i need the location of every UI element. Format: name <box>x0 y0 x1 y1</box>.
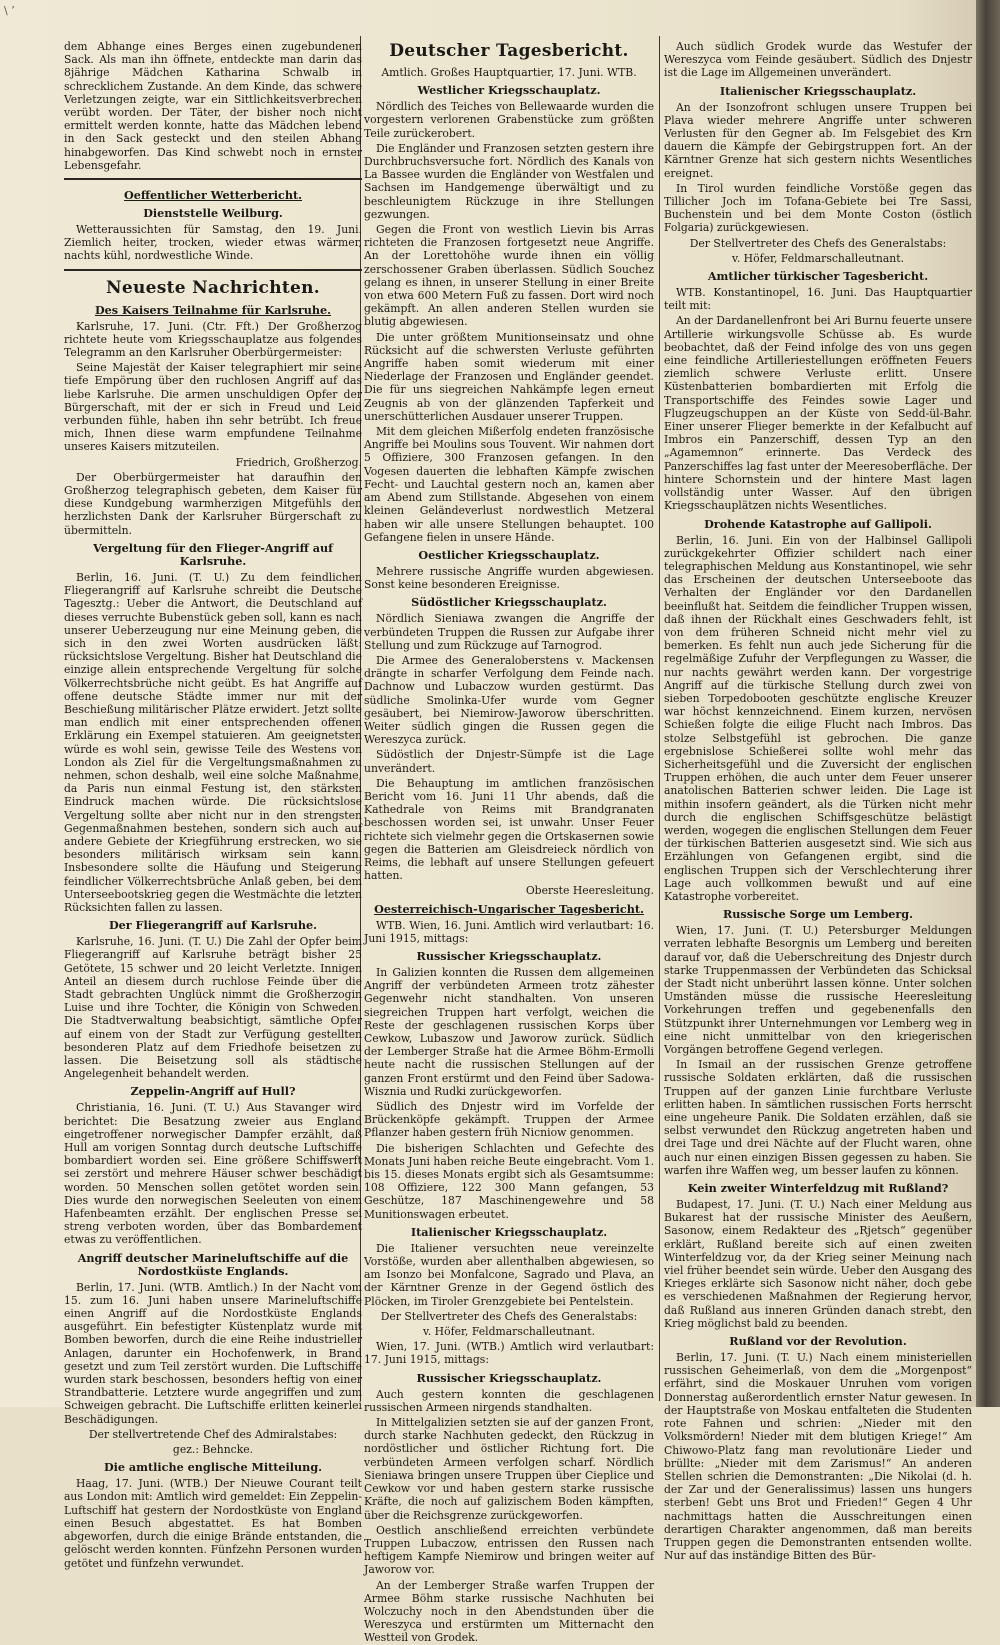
signature: Friedrich, Großherzog. <box>235 455 362 469</box>
weather-text: Wetteraussichten für Samstag, den 19. Juni. Ziemlich heiter, trocken, wieder etwas wärmer, nachts kühl, nordwestliche Winde. <box>64 223 362 263</box>
paragraph: Nördlich Sieniawa zwangen die Angriffe der verbündeten Truppen die Russen zur Aufgabe ihrer Stellung und zum Rückzuge auf Tarnogrod. <box>364 612 654 652</box>
signature: Der Stellvertreter des Chefs des Generalstabs: <box>380 1309 638 1323</box>
paragraph: In Galizien konnten die Russen dem allgemeinen Angriff der verbündeten Armeen trotz zähester Gegenwehr nicht standhalten. Von unseren siegreichen Truppen hart verfolgt, weichen die Reste der geschlagenen russischen Korps über Cewkow, Lubaszow und Jaworow zurück. Südlich der Lemberger Straße hat die Armee Böhm-Ermolli heute nacht die russischen Stellungen auf der ganzen Front erstürmt und den Feind über Sadowa-Wisznia und Rudki zurückgeworfen. <box>364 965 654 1098</box>
adjacent-page-edge <box>976 0 1000 1407</box>
column-2 <box>364 40 654 1645</box>
headline: Drohende Katastrophe auf Gallipoli. <box>704 516 932 531</box>
column-3 <box>664 40 972 1563</box>
paragraph: Mit dem gleichen Mißerfolg endeten französische Angriffe bei Moulins sous Touvent. Wir nahmen dort 5 Offiziere, 300 Franzosen gefangen. In den Vogesen dauerten die lebhaften Kämpfe zwischen Fecht- und Lauchtal gestern noch an, kamen aber am Abend zum Stillstande. Abgesehen von einem kleinen Geländeverlust nordwestlich Metzeral haben wir alle unsere Stellungen behauptet. 100 Gefangene fielen in unsere Hände. <box>364 425 654 544</box>
margin-mark: \ ’ <box>4 4 15 17</box>
weather-box <box>64 178 362 271</box>
headline: Die amtliche englische Mitteilung. <box>103 1460 323 1475</box>
paragraph: Die Italiener versuchten neue vereinzelte Vorstöße, wurden aber allenthalben abgewiesen, so am Isonzo bei Monfalcone, Sagrado und Plava, an der Kärntner Grenze in der Gegend östlich des Plöcken, im Tiroler Grenzgebiete bei Pentelstein. <box>364 1241 654 1308</box>
headline: Italienischer Kriegsschauplatz. <box>719 83 917 98</box>
paragraph: An der Dardanellenfront bei Ari Burnu feuerte unsere Artillerie wirkungsvolle Schüsse ab. Es wurde beobachtet, daß der Feind infolge des von uns gegen eine feindliche Artilleriestellungen eröffneten Feuers ziemlich schwere Verluste erlitt. Unsere Küstenbatterien bombardierten mit Erfolg die Transportschiffe des Feindes sowie Lager und Flugzeugschuppen an der Küste von Sedd-ül-Bahr. Einer unserer Flieger bemerkte in der Kefalbucht auf Imbros ein Panzerschiff, dessen Typ an den „Agamemnon“ erinnerte. Das Verdeck des Panzerschiffes lag fast unter der Meeresoberfläche. Der hintere Schornstein und der hintere Mast lagen vollständig unter Wasser. Auf den übrigen Kriegsschauplätzen nichts Wesentliches. <box>664 314 972 513</box>
signature: Der stellvertretende Chef des Admiralstabes: <box>88 1427 338 1441</box>
paragraph: In Tirol wurden feindliche Vorstöße gegen das Tillicher Joch im Tofana-Gebiete bei Tre Sassi, Buchenstein und bei dem Monte Coston (östlich Folgaria) zurückgewiesen. <box>664 181 972 235</box>
paragraph: An der Isonzofront schlugen unsere Truppen bei Plava wieder mehrere Angriffe unter schweren Verlusten für den Gegner ab. Im Felsgebiet des Krn dauern die Kämpfe der Gebirgstruppen fort. An der Kärntner Grenze hat sich gestern nichts Wesentliches ereignet. <box>664 100 972 180</box>
signature: Oberste Heeresleitung. <box>525 884 654 898</box>
paragraph: Wien, 17. Juni. (WTB.) Amtlich wird verlautbart: 17. Juni 1915, mittags: <box>364 1340 654 1367</box>
headline: Südöstlicher Kriegsschauplatz. <box>411 595 607 610</box>
german-report-title: Deutscher Tagesbericht. <box>389 41 629 61</box>
paragraph: Auch südlich Grodek wurde das Westufer der Wereszyca vom Feinde gesäubert. Südlich des Dnjestr ist die Lage im Allgemeinen unverändert. <box>664 40 972 80</box>
headline: Russische Sorge um Lemberg. <box>722 907 914 922</box>
paragraph: Christiania, 16. Juni. (T. U.) Aus Stavanger wird berichtet: Die Besatzung zweier aus England eingetroffener norwegischer Dampfer erzählt, daß Hull am vorigen Sonntag durch deutsche Luftschiffe bombardiert worden sei. Eine größere Schiffswerft sei zerstört und mehrere Häuser schwer beschädigt worden. 50 Menschen sollen getötet worden sein. Dies wurde den norwegischen Seeleuten von einem Hafenbeamten erzählt. Der englischen Presse sei streng verboten worden, über das Bombardement etwas zu veröffentlichen. <box>64 1101 362 1247</box>
paragraph: Wien, 17. Juni. (T. U.) Petersburger Meldungen verraten lebhafte Besorgnis um Lemberg und bereiten darauf vor, daß die Ueberschreitung des Dnjestr durch starke Truppenmassen der Verbündeten das Schicksal der Stadt nicht unberührt lassen könne. Unter solchen Umständen müsse die russische Heeresleitung Vorkehrungen treffen und gegebenenfalls den Stützpunkt ihrer Unternehmungen vor Lemberg weg in eine nicht unmittelbar von den kriegerischen Vorgängen betroffene Gegend verlegen. <box>664 924 972 1057</box>
headline: Russischer Kriegsschauplatz. <box>416 1370 602 1385</box>
paragraph: Die Armee des Generaloberstens v. Mackensen drängte in scharfer Verfolgung dem Feinde nach. Dachnow und Lubaczow wurden gestürmt. Das südliche Smolinka-Ufer wurde vom Gegner gesäubert, bei Niemirow-Jaworow überschritten. Weiter südlich gingen die Russen gegen die Wereszyca zurück. <box>364 653 654 747</box>
paragraph: Mehrere russische Angriffe wurden abgewiesen. Sonst keine besonderen Ereignisse. <box>364 564 654 592</box>
paragraph: Haag, 17. Juni. (WTB.) Der Nieuwe Courant teilt aus London mit: Amtlich wird gemeldet: Ein Zeppelin-Luftschiff hat gestern der Nordostküste von England einen Besuch abgestattet. Es hat Bomben abgeworfen, durch die einige Brände entstanden, die gelöscht werden konnten. Fünfzehn Personen wurden getötet und fünfzehn verwundet. <box>64 1477 362 1570</box>
paragraph: An der Lemberger Straße warfen Truppen der Armee Böhm starke russische Nachhuten bei Wolczuchy noch in den Abendstunden über die Wereszyca und erstürmten um Mitternacht den Westteil von Grodek. <box>364 1578 654 1645</box>
paragraph: Budapest, 17. Juni. (T. U.) Nach einer Meldung aus Bukarest hat der russische Minister des Aeußern, Sasonow, einem Redakteur des „Rjetsch“ gegenüber erklärt, Rußland bereite sich auf einen zweiten Winterfeldzug vor, da der Krieg seiner Meinung nach viel früher beendet sein würde. Ueber den Ausgang des Krieges erklärte sich Sasonow nicht näher, doch gebe es verschiedenen Maßnahmen der Regierung hervor, daß Rußland aus inneren Gründen danach strebt, den Krieg möglichst bald zu beenden. <box>664 1198 972 1330</box>
headline: Rußland vor der Revolution. <box>729 1334 907 1349</box>
austro-hungarian-report-title: Oesterreichisch-Ungarischer Tagesbericht. <box>374 901 644 916</box>
paragraph: Die Engländer und Franzosen setzten gestern ihre Durchbruchsversuche fort. Nördlich des Kanals von La Bassee wurden die Engländer von Westfalen und Sachsen im Handgemenge überwältigt und zu beschleunigtem Rückzuge in ihre Stellungen gezwungen. <box>364 141 654 221</box>
paragraph: Gegen die Front von westlich Lievin bis Arras richteten die Franzosen fortgesetzt neue Angriffe. An der Lorettohöhe wurde ihnen ein völlig zerschossener Graben überlassen. Südlich Souchez gelang es ihnen, in unserer Stellung in einer Breite von etwa 600 Metern Fuß zu fassen. Dort wird noch gekämpft. An allen anderen Stellen wurden sie blutig abgewiesen. <box>364 223 654 329</box>
signature: gez.: Behncke. <box>172 1443 254 1457</box>
headline: Des Kaisers Teilnahme für Karlsruhe. <box>94 302 332 317</box>
headline: Russischer Kriegsschauplatz. <box>416 948 602 963</box>
headline: Angriff deutscher Marineluftschiffe auf die Nordostküste Englands. <box>77 1250 349 1278</box>
dateline: Amtlich. Großes Hauptquartier, 17. Juni. WTB. <box>381 66 637 79</box>
paragraph: Seine Majestät der Kaiser telegraphiert mir seine tiefe Empörung über den ruchlosen Angriff auf das liebe Karlsruhe. Die armen unschuldigen Opfer der Bürgerschaft, mit der er sich in Freud und Leid verbunden fühle, haben ihn sehr betrübt. Ich freue mich, Ihnen diese warm empfundene Teilnahme unseres Kaisers mitzuteilen. <box>64 361 362 454</box>
column-rule-2 <box>659 36 660 1401</box>
weather-title: Oeffentlicher Wetterbericht. <box>123 188 303 203</box>
headline: Westlicher Kriegsschauplatz. <box>417 83 601 98</box>
headline: Italienischer Kriegsschauplatz. <box>410 1224 608 1239</box>
paragraph: Südlich des Dnjestr wird im Vorfelde der Brückenköpfe gekämpft. Truppen der Armee Pflanzer haben gestern früh Nicniow genommen. <box>364 1100 654 1140</box>
news-section-title: Neueste Nachrichten. <box>105 277 321 298</box>
headline: Oestlicher Kriegsschauplatz. <box>418 547 600 562</box>
paragraph: Berlin, 17. Juni. (T. U.) Nach einem ministeriellen russischen Geheimerlaß, von dem die „Morgenpost“ erfährt, sind die Moskauer Unruhen vom vorigen Donnerstag außerordentlich ernster Natur gewesen. In der Hauptstraße von Moskau entfalteten die Studenten rote Fahnen und schrien: „Nieder mit den Volksmördern! Nieder mit dem blutigen Kriege!“ Am Chiwowo-Platz fang man revolutionäre Lieder und brüllte: „Nieder mit dem Zarismus!“ An anderen Stellen schrien die Demonstranten: „Die Nikolai (d. h. der Zar und der Generalissimus) lassen uns hungers sterben! Gebt uns Brot und Frieden!“ Gegen 4 Uhr nachmittags hatten die Ausschreitungen einen derartigen Charakter angenommen, daß man bereits Truppen gegen die Demonstranten entsenden wollte. Nur auf das inständige Bitten des Bür- <box>664 1351 972 1563</box>
paragraph: In Ismail an der russischen Grenze getroffene russische Soldaten erklärten, daß die russischen Truppen auf der ganzen Linie furchtbare Verluste erlitten haben. In sämtlichen russischen Forts herrscht eine ungeheure Panik. Die Soldaten erzählen, daß sie selbst verwundet den Rückzug angetreten haben und drei Tage und drei Nächte auf der Flucht waren, ohne auch nur einen einzigen Bissen gegessen zu haben. Sie warfen ihre Waffen weg, um besser laufen zu können. <box>664 1058 972 1177</box>
article-continuation: dem Abhange eines Berges einen zugebundenen Sack. Als man ihn öffnete, entdeckte man darin das 8jährige Mädchen Katharina Schwalb in schrecklichem Zustande. An dem Kinde, das schwere Verletzungen zeigte, war ein Sittlichkeitsverbrechen verübt worden. Der Täter, der bisher noch nicht ermittelt werden konnte, hatte das Mädchen lebend in den Sack gesteckt und den steilen Abhang hinabgeworfen. Das Kind schwebt noch in ernster Lebensgefahr. <box>64 40 362 172</box>
headline: Amtlicher türkischer Tagesbericht. <box>707 269 929 284</box>
signature: v. Höfer, Feldmarschalleutnant. <box>732 251 904 265</box>
paragraph: Die bisherigen Schlachten und Gefechte des Monats Juni haben reiche Beute eingebracht. Vom 1. bis 15. dieses Monats ergibt sich als Gesamtsumme: 108 Offiziere, 122 300 Mann gefangen, 53 Geschütze, 187 Maschinengewehre und 58 Munitionswagen erbeutet. <box>364 1141 654 1221</box>
paragraph: In Mittelgalizien setzten sie auf der ganzen Front, durch starke Nachhuten gedeckt, den Rückzug in nordöstlicher und östlicher Richtung fort. Die verbündeten Armeen verfolgen scharf. Nördlich Sieniawa bringen unsere Truppen über Cieplice und Cewkow vor und haben gestern starke russische Kräfte, die noch auf galizischem Boden kämpften, über die Reichsgrenze zurückgeworfen. <box>364 1416 654 1522</box>
paragraph: Die Behauptung im amtlichen französischen Bericht vom 16. Juni 11 Uhr abends, daß die Kathedrale von Reims mit Brandgranaten beschossen worden sei, ist unwahr. Unser Feuer richtete sich vielmehr gegen die Ortskasernen sowie gegen die Batterien am Gleisdreieck nördlich von Reims, die lebhaft auf unsere Stellungen gefeuert hatten. <box>364 776 654 883</box>
headline: Vergeltung für den Flieger-Angriff auf Karlsruhe. <box>93 540 333 568</box>
paragraph: Nördlich des Teiches von Bellewaarde wurden die vorgestern verlorenen Grabenstücke zum größten Teile zurückerobert. <box>364 100 654 140</box>
headline: Zeppelin-Angriff auf Hull? <box>130 1084 296 1099</box>
paragraph: Karlsruhe, 16. Juni. (T. U.) Die Zahl der Opfer beim Fliegerangriff auf Karlsruhe beträgt bisher 25 Getötete, 15 schwer und 20 leicht Verletzte. Innigen Anteil an diesem durch ruchlose Feinde über die Stadt gebrachten Unglück nimmt die Großherzogin Luise und ihre Tochter, die Königin von Schweden. Die Stadtverwaltung beabsichtigt, sämtliche Opfer auf einem von der Stadt zur Verfügung gestellten besonderen Platz auf dem Friedhofe beisetzen zu lassen. Die Beisetzung soll als städtische Angelegenheit behandelt werden. <box>64 935 362 1081</box>
paragraph: Auch gestern konnten die geschlagenen russischen Armeen nirgends standhalten. <box>364 1387 654 1414</box>
signature: v. Höfer, Feldmarschalleutnant. <box>423 1325 595 1339</box>
paragraph: Südöstlich der Dnjestr-Sümpfe ist die Lage unverändert. <box>364 748 654 775</box>
paragraph: Berlin, 17. Juni. (WTB. Amtlich.) In der Nacht vom 15. zum 16. Juni haben unsere Marineluftschiffe einen Angriff auf die Nordostküste Englands ausgeführt. Ein befestigter Küstenplatz wurde mit Bomben beworfen, durch die eine Reihe industrieller Anlagen, darunter ein Hochofenwerk, in Brand gesetzt und zum Teil zerstört wurden. Die Luftschiffe wurden stark beschossen, besonders heftig von einer Strandbatterie. Letztere wurde angegriffen und zum Schweigen gebracht. Die Luftschiffe erlitten keinerlei Beschädigungen. <box>64 1280 362 1426</box>
paragraph: Berlin, 16. Juni. Ein von der Halbinsel Gallipoli zurückgekehrter Offizier schildert nach einer telegraphischen Meldung aus Konstantinopel, wie sehr das Erscheinen der deutschen Unterseeboote das Verhalten der Engländer vor den Dardanellen beeinflußt hat. Seitdem die feindlicher Truppen wissen, daß ihnen der Rückhalt eines Geschwaders fehlt, ist von dem früheren Schneid nicht mehr viel zu bemerken. Es fehlt nun auch jede Sicherung für die regelmäßige Zufuhr der Verpflegungen zu Wasser, die nur nachts gewährt werden kann. Der vorgestrige Angriff auf die türkische Stellung durch zwei von sieben Torpedobooten geschützte englische Kreuzer war höchst kennzeichnend. Einem kurzen, nervösen Schießen folgte die eilige Flucht nach Imbros. Das stolze Selbstgefühl ist gebrochen. Die ganze ergebnislose Schießerei sollte wohl mehr das Sicherheitsgefühl und die Zuversicht der englischen Truppen erhöhen, die auch unter dem Feuer unserer anatolischen Batterien schwer leiden. Die Lage ist mithin insofern geändert, als die Türken nicht mehr durch die englischen Schiffsgeschütze belästigt werden, wogegen die englischen Stellungen dem Feuer der türkischen Batterien ausgesetzt sind. Wie sich aus Erzählungen von Gefangenen ergibt, sind die englischen Truppen sich der Verschlechterung ihrer Lage auch vollkommen bewußt und auf eine Katastrophe vorbereitet. <box>664 533 972 903</box>
paragraph: Der Oberbürgermeister hat daraufhin den Großherzog telegraphisch gebeten, dem Kaiser für diese Kundgebung warmherzigen Mitgefühls den herzlichsten Dank der Karlsruher Bürgerschaft zu übermitteln. <box>64 470 362 537</box>
paragraph: WTB. Wien, 16. Juni. Amtlich wird verlautbart: 16. Juni 1915, mittags: <box>364 918 654 945</box>
paragraph: WTB. Konstantinopel, 16. Juni. Das Hauptquartier teilt mit: <box>664 286 972 313</box>
column-1 <box>64 40 362 1570</box>
signature: Der Stellvertreter des Chefs des Generalstabs: <box>689 236 947 250</box>
paragraph: Oestlich anschließend erreichten verbündete Truppen Lubaczow, entrissen den Russen nach heftigem Kampfe Niemirow und bringen weiter auf Jaworow vor. <box>364 1523 654 1577</box>
paragraph: Berlin, 16. Juni. (T. U.) Zu dem feindlichen Fliegerangriff auf Karlsruhe schreibt die Deutsche Tagesztg.: Ueber die Antwort, die Deutschland auf dieses verruchte Bubenstück geben soll, kann es nach unserer Ueberzeugung nur eine Meinung geben, die sich in den zwei Worten ausdrücken läßt: rücksichtslose Vergeltung. Bisher hat Deutschland die einzige allein entsprechende Vergeltung für solche Völkerrechtsbrüche nicht geübt. Es hat Angriffe auf offene deutsche Städte immer nur mit der Beschießung militärischer Plätze erwidert. Jetzt sollte man endlich mit einer entsprechenden offenen Erklärung ein Exempel statuieren. Am geeignetsten würde es wohl sein, gewisse Teile des Westens von London als Ziel für die Vergeltungsmaßnahmen zu nehmen, schon deshalb, weil eine solche Maßnahme, da Paris nun einmal Festung ist, den stärksten Eindruck machen würde. Die rücksichtslose Vergeltung sollte aber nicht nur in den strengsten Gegenmaßnahmen bestehen, sondern sich auch auf andere Gebiete der Kriegführung erstrecken, wo sie besonders militärisch wirksam sein kann. Insbesondere sollte die Häufung und Steigerung feindlicher Völkerrechtsbrüche Anlaß geben, bei dem Unterseebootskrieg gegen die Westmächte die letzten Rücksichten fallen zu lassen. <box>64 570 362 914</box>
paragraph: Die unter größtem Munitionseinsatz und ohne Rücksicht auf die schwersten Verluste geführten Angriffe haben somit wiederum mit einer Niederlage der Franzosen und Engländer geendet. Die für uns siegreichen Nahkämpfe legen erneut Zeugnis ab von der glänzenden Tapferkeit und unerschütterlichen Ausdauer unserer Truppen. <box>364 330 654 423</box>
paragraph: Karlsruhe, 17. Juni. (Ctr. Fft.) Der Großherzog richtete heute vom Kriegsschauplatze aus folgendes Telegramm an den Karlsruher Oberbürgermeister: <box>64 319 362 360</box>
headline: Der Fliegerangriff auf Karlsruhe. <box>108 918 318 933</box>
weather-subtitle: Dienststelle Weilburg. <box>143 206 283 221</box>
headline: Kein zweiter Winterfeldzug mit Rußland? <box>687 1181 949 1196</box>
